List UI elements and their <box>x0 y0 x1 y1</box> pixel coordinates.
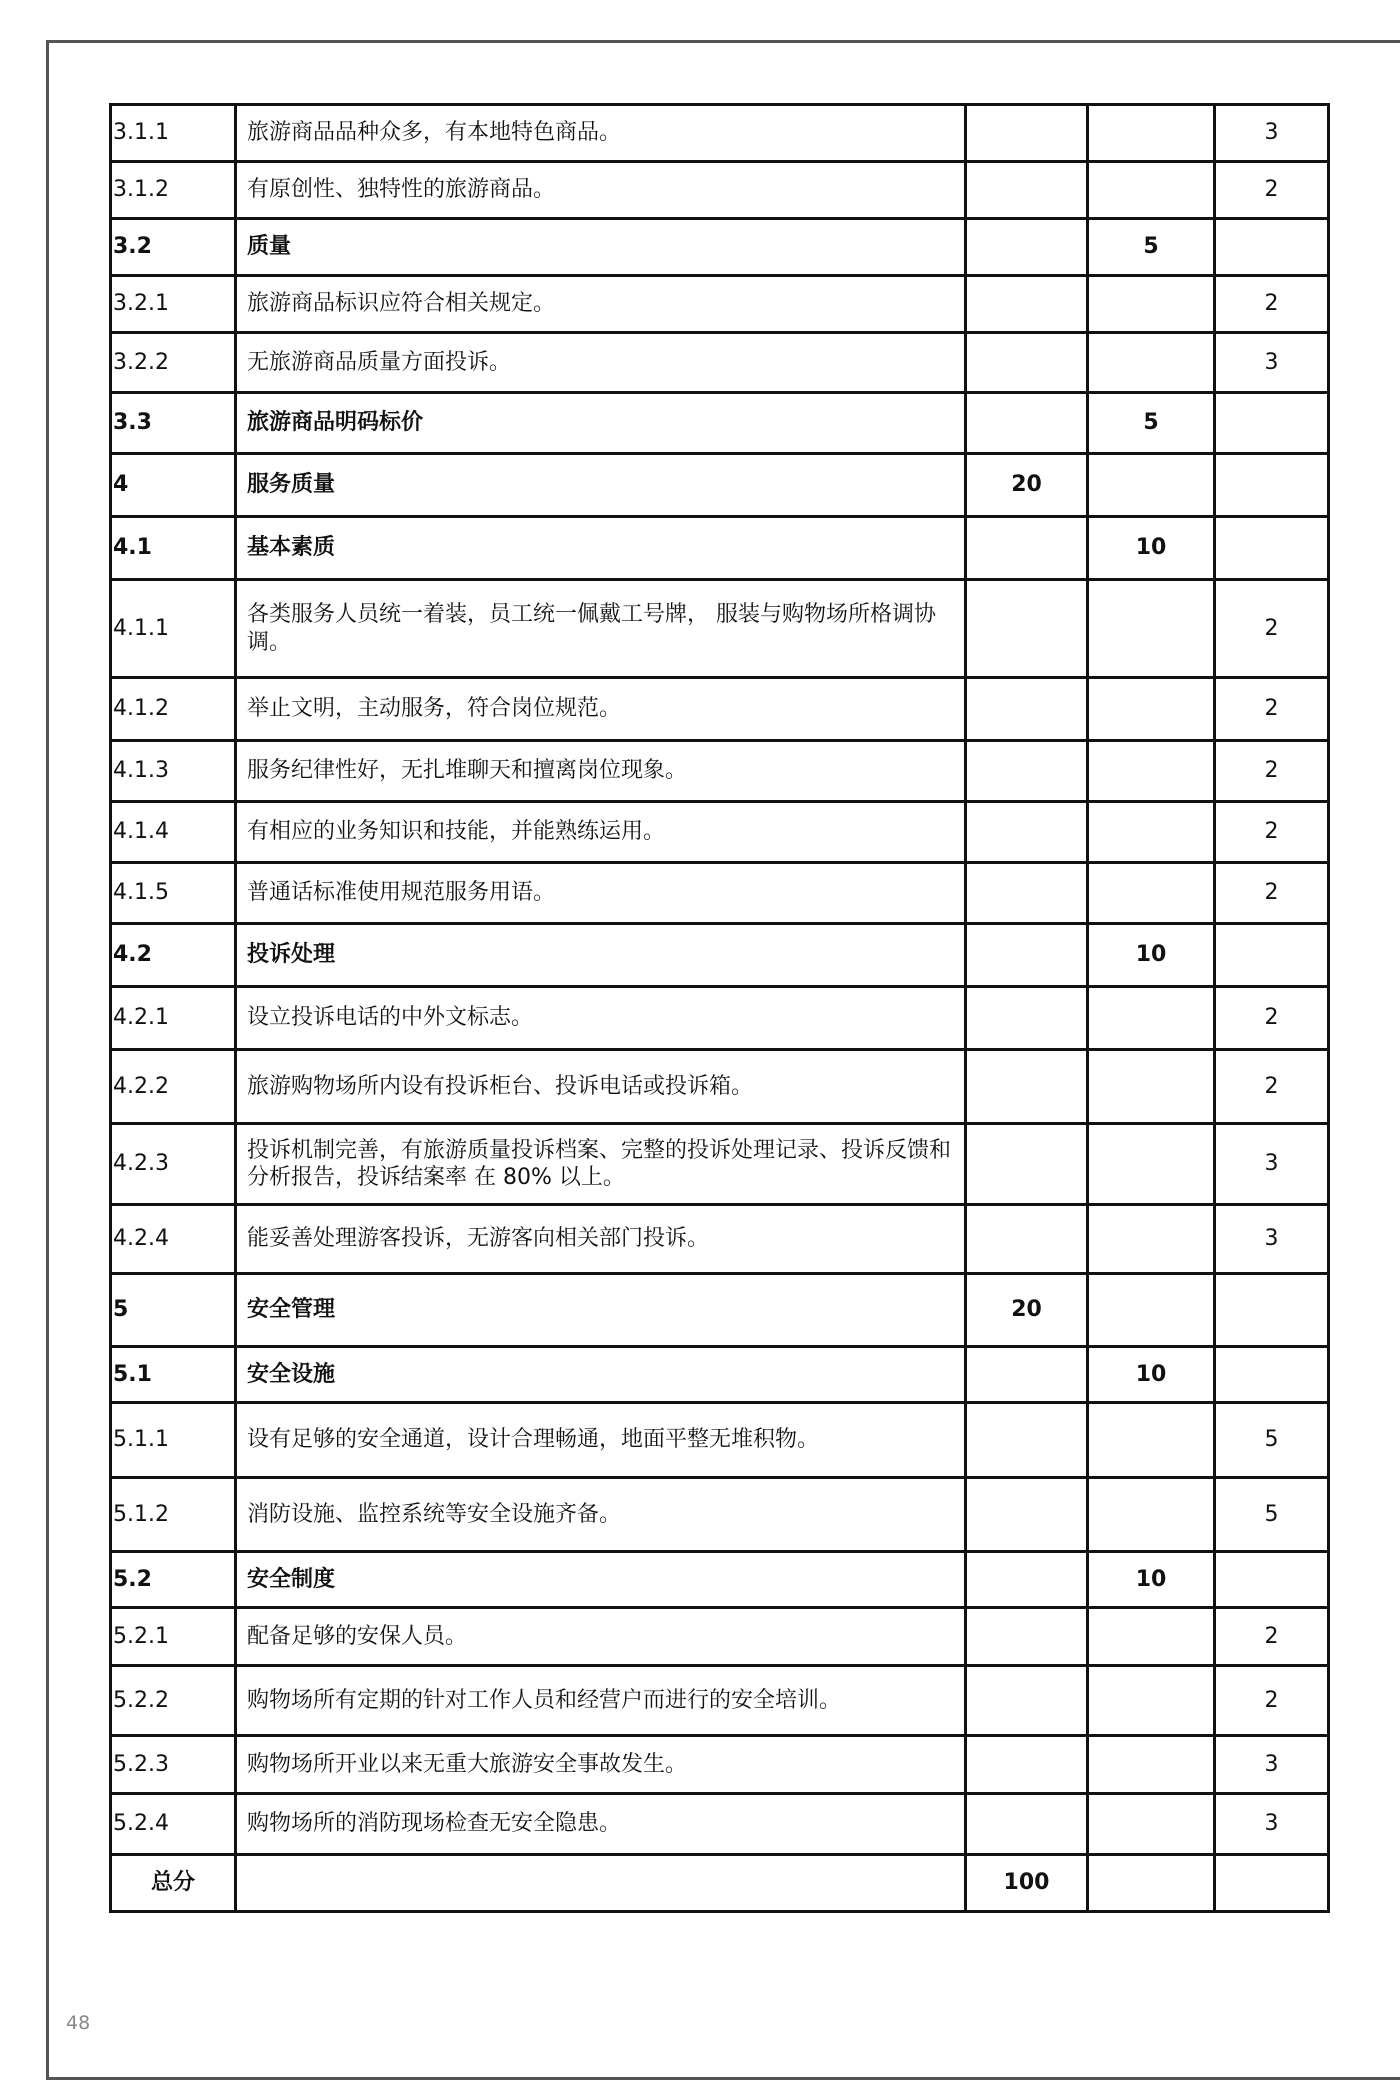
score-level-3: 3 <box>1215 105 1329 162</box>
table-row <box>111 863 1329 924</box>
score-level-2 <box>1088 162 1215 219</box>
table-row <box>111 1403 1329 1478</box>
table-row <box>111 580 1329 678</box>
table-row <box>111 1205 1329 1274</box>
score-level-1 <box>966 162 1088 219</box>
item-text: 有原创性、独特性的旅游商品。 <box>236 162 966 219</box>
score-level-1 <box>966 741 1088 802</box>
score-level-3 <box>1215 219 1329 276</box>
score-level-1 <box>966 987 1088 1050</box>
item-code: 4.1.3 <box>111 741 236 802</box>
score-level-2 <box>1088 580 1215 678</box>
score-level-2: 10 <box>1088 517 1215 580</box>
table-row <box>111 1274 1329 1347</box>
score-level-1 <box>966 1124 1088 1205</box>
item-text: 无旅游商品质量方面投诉。 <box>236 333 966 393</box>
item-code: 5.2.1 <box>111 1608 236 1666</box>
score-level-2 <box>1088 741 1215 802</box>
item-text: 普通话标准使用规范服务用语。 <box>236 863 966 924</box>
table-row <box>111 454 1329 517</box>
item-text: 质量 <box>236 219 966 276</box>
score-level-2 <box>1088 333 1215 393</box>
table-row <box>111 1347 1329 1403</box>
score-level-2 <box>1088 1666 1215 1736</box>
item-code: 4.2.2 <box>111 1050 236 1124</box>
item-text: 旅游购物场所内设有投诉柜台、投诉电话或投诉箱。 <box>236 1050 966 1124</box>
table-row <box>111 333 1329 393</box>
score-level-2 <box>1088 276 1215 333</box>
score-level-1: 20 <box>966 1274 1088 1347</box>
score-level-2 <box>1088 1794 1215 1855</box>
score-level-3: 5 <box>1215 1403 1329 1478</box>
item-text: 有相应的业务知识和技能，并能熟练运用。 <box>236 802 966 863</box>
item-code: 3.1.2 <box>111 162 236 219</box>
table-body <box>111 105 1329 1912</box>
score-level-3: 3 <box>1215 1124 1329 1205</box>
score-level-3: 2 <box>1215 802 1329 863</box>
item-code: 3.2.2 <box>111 333 236 393</box>
item-text: 消防设施、监控系统等安全设施齐备。 <box>236 1478 966 1552</box>
score-level-3: 2 <box>1215 580 1329 678</box>
table-row <box>111 1124 1329 1205</box>
item-text: 投诉机制完善，有旅游质量投诉档案、完整的投诉处理记录、投诉反馈和分析报告，投诉结案率 在 80% 以上。 <box>236 1124 966 1205</box>
item-code: 4.2.1 <box>111 987 236 1050</box>
score-level-2 <box>1088 1403 1215 1478</box>
total-row <box>111 1855 1329 1912</box>
item-code: 5.1.1 <box>111 1403 236 1478</box>
score-level-2 <box>1088 1608 1215 1666</box>
item-code: 3.3 <box>111 393 236 454</box>
score-level-2 <box>1088 1478 1215 1552</box>
table-row <box>111 1608 1329 1666</box>
score-table <box>109 103 1330 1913</box>
total-item-empty <box>236 1855 966 1912</box>
score-level-1 <box>966 1552 1088 1608</box>
score-level-3: 2 <box>1215 1608 1329 1666</box>
table-row <box>111 162 1329 219</box>
score-level-2 <box>1088 1736 1215 1794</box>
score-level-3 <box>1215 1347 1329 1403</box>
item-code: 5.1 <box>111 1347 236 1403</box>
item-text: 服务纪律性好，无扎堆聊天和擅离岗位现象。 <box>236 741 966 802</box>
table-row <box>111 1736 1329 1794</box>
item-code: 3.2 <box>111 219 236 276</box>
item-text: 配备足够的安保人员。 <box>236 1608 966 1666</box>
score-level-3 <box>1215 517 1329 580</box>
table-row <box>111 1552 1329 1608</box>
score-level-3: 2 <box>1215 1050 1329 1124</box>
score-level-1 <box>966 1794 1088 1855</box>
score-level-3: 3 <box>1215 333 1329 393</box>
table-row <box>111 276 1329 333</box>
score-level-1 <box>966 1478 1088 1552</box>
score-level-3: 3 <box>1215 1205 1329 1274</box>
table-row <box>111 105 1329 162</box>
score-level-1 <box>966 1403 1088 1478</box>
table-row <box>111 741 1329 802</box>
score-level-3: 2 <box>1215 678 1329 741</box>
item-code: 4.2 <box>111 924 236 987</box>
score-level-1 <box>966 276 1088 333</box>
item-text: 设立投诉电话的中外文标志。 <box>236 987 966 1050</box>
item-text: 能妥善处理游客投诉，无游客向相关部门投诉。 <box>236 1205 966 1274</box>
score-level-2 <box>1088 1205 1215 1274</box>
score-level-2: 10 <box>1088 1347 1215 1403</box>
score-level-1 <box>966 1347 1088 1403</box>
item-code: 4.1.5 <box>111 863 236 924</box>
item-code: 5.2 <box>111 1552 236 1608</box>
table-row <box>111 678 1329 741</box>
score-level-1 <box>966 802 1088 863</box>
item-code: 4.2.3 <box>111 1124 236 1205</box>
item-text: 旅游商品品种众多，有本地特色商品。 <box>236 105 966 162</box>
score-level-1 <box>966 1736 1088 1794</box>
score-level-1 <box>966 678 1088 741</box>
item-code: 4.1 <box>111 517 236 580</box>
score-level-2 <box>1088 454 1215 517</box>
item-text: 设有足够的安全通道，设计合理畅通，地面平整无堆积物。 <box>236 1403 966 1478</box>
score-level-2 <box>1088 678 1215 741</box>
item-text: 旅游商品明码标价 <box>236 393 966 454</box>
table-row <box>111 924 1329 987</box>
total-label: 总分 <box>111 1855 236 1912</box>
score-level-3: 2 <box>1215 1666 1329 1736</box>
score-level-3 <box>1215 924 1329 987</box>
item-text: 服务质量 <box>236 454 966 517</box>
score-level-3: 2 <box>1215 276 1329 333</box>
table-row <box>111 517 1329 580</box>
score-level-3 <box>1215 1552 1329 1608</box>
score-level-3: 2 <box>1215 863 1329 924</box>
table-row <box>111 1050 1329 1124</box>
score-level-2 <box>1088 1124 1215 1205</box>
item-text: 安全制度 <box>236 1552 966 1608</box>
item-code: 5.2.4 <box>111 1794 236 1855</box>
score-level-1 <box>966 580 1088 678</box>
page-number: 48 <box>66 2012 91 2034</box>
score-level-3 <box>1215 1274 1329 1347</box>
item-code: 5.2.3 <box>111 1736 236 1794</box>
total-score: 100 <box>966 1855 1088 1912</box>
item-text: 基本素质 <box>236 517 966 580</box>
score-level-2 <box>1088 863 1215 924</box>
score-level-3 <box>1215 454 1329 517</box>
score-level-3: 2 <box>1215 987 1329 1050</box>
score-level-3: 2 <box>1215 741 1329 802</box>
score-level-1 <box>966 863 1088 924</box>
total-score-level-3 <box>1215 1855 1329 1912</box>
item-text: 各类服务人员统一着装，员工统一佩戴工号牌， 服装与购物场所格调协调。 <box>236 580 966 678</box>
score-level-2: 5 <box>1088 393 1215 454</box>
score-level-1: 20 <box>966 454 1088 517</box>
score-level-1 <box>966 1666 1088 1736</box>
item-code: 5.2.2 <box>111 1666 236 1736</box>
item-code: 4.1.2 <box>111 678 236 741</box>
table-row <box>111 802 1329 863</box>
score-level-2: 10 <box>1088 1552 1215 1608</box>
score-level-3: 3 <box>1215 1736 1329 1794</box>
table-row <box>111 219 1329 276</box>
score-level-1 <box>966 1608 1088 1666</box>
score-level-1 <box>966 333 1088 393</box>
table-row <box>111 1478 1329 1552</box>
item-text: 安全设施 <box>236 1347 966 1403</box>
item-text: 旅游商品标识应符合相关规定。 <box>236 276 966 333</box>
score-level-2 <box>1088 1274 1215 1347</box>
item-code: 3.1.1 <box>111 105 236 162</box>
item-text: 购物场所有定期的针对工作人员和经营户而进行的安全培训。 <box>236 1666 966 1736</box>
item-code: 4 <box>111 454 236 517</box>
table-row <box>111 393 1329 454</box>
score-level-3: 5 <box>1215 1478 1329 1552</box>
table-row <box>111 1794 1329 1855</box>
item-text: 购物场所开业以来无重大旅游安全事故发生。 <box>236 1736 966 1794</box>
score-level-2: 10 <box>1088 924 1215 987</box>
score-level-3 <box>1215 393 1329 454</box>
score-level-1 <box>966 517 1088 580</box>
score-level-2: 5 <box>1088 219 1215 276</box>
score-level-3: 2 <box>1215 162 1329 219</box>
score-level-2 <box>1088 105 1215 162</box>
score-level-1 <box>966 1205 1088 1274</box>
item-code: 5.1.2 <box>111 1478 236 1552</box>
score-level-2 <box>1088 1050 1215 1124</box>
item-text: 安全管理 <box>236 1274 966 1347</box>
item-code: 4.2.4 <box>111 1205 236 1274</box>
score-level-2 <box>1088 802 1215 863</box>
item-text: 投诉处理 <box>236 924 966 987</box>
item-code: 5 <box>111 1274 236 1347</box>
total-score-level-2 <box>1088 1855 1215 1912</box>
item-text: 举止文明，主动服务，符合岗位规范。 <box>236 678 966 741</box>
table-row <box>111 1666 1329 1736</box>
item-code: 4.1.1 <box>111 580 236 678</box>
score-level-1 <box>966 105 1088 162</box>
score-level-1 <box>966 393 1088 454</box>
score-level-1 <box>966 219 1088 276</box>
score-level-1 <box>966 924 1088 987</box>
score-level-3: 3 <box>1215 1794 1329 1855</box>
table-row <box>111 987 1329 1050</box>
item-text: 购物场所的消防现场检查无安全隐患。 <box>236 1794 966 1855</box>
item-code: 3.2.1 <box>111 276 236 333</box>
item-code: 4.1.4 <box>111 802 236 863</box>
score-level-2 <box>1088 987 1215 1050</box>
score-level-1 <box>966 1050 1088 1124</box>
